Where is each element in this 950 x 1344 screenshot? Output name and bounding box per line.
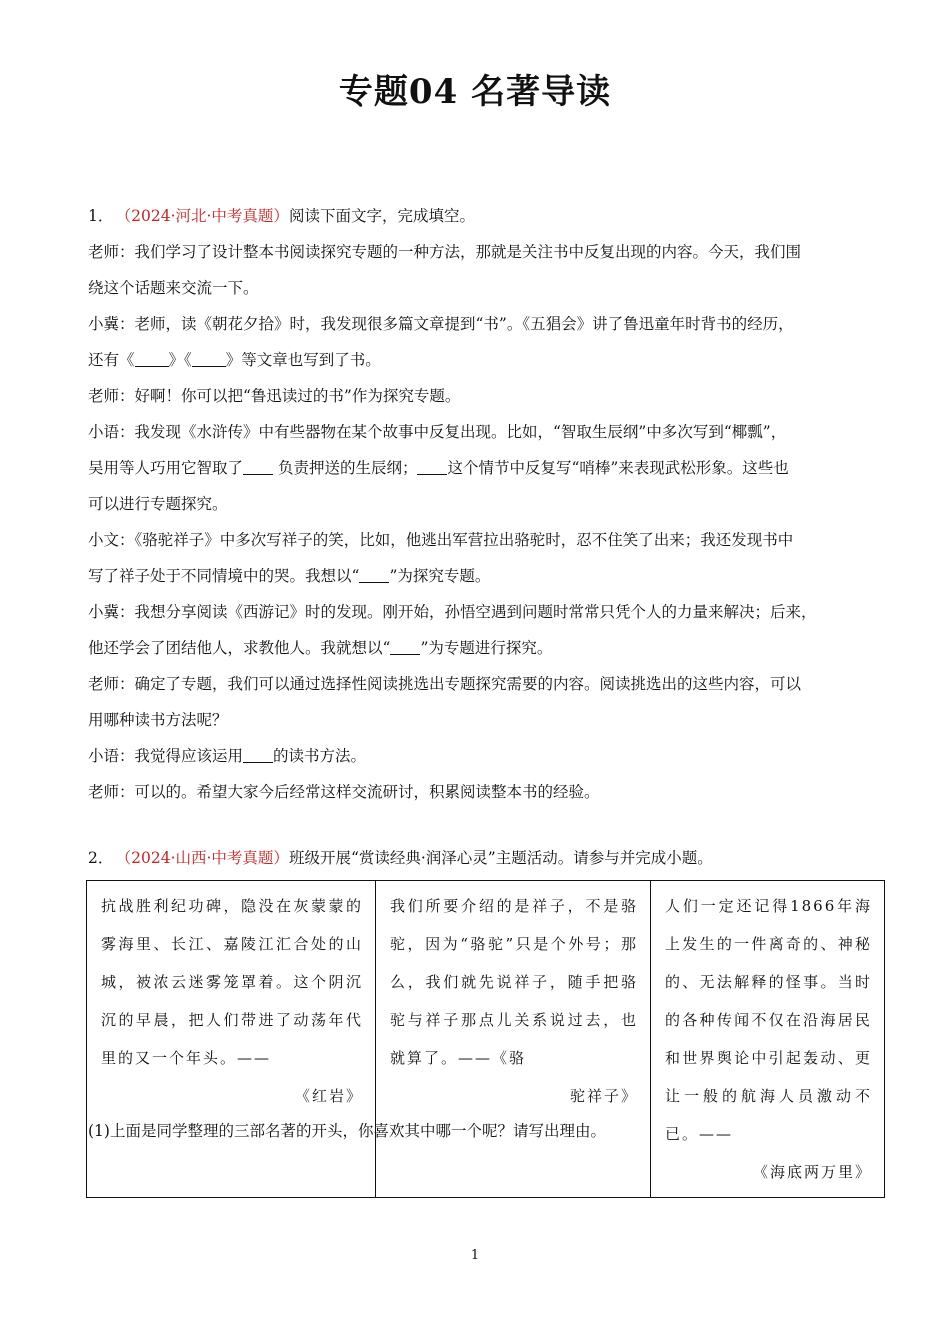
excerpt-text: 我们所要介绍的是祥子，不是骆驼，因为“骆驼”只是个外号；那么，我们就先说祥子，随手把骆驼与祥子那点儿关系说过去，也就算了。——《骆 [390, 897, 638, 1067]
dialogue-line: 小语：我发现《水浒传》中有些器物在某个故事中反复出现。比如，“智取生辰纲”中多次写到“椰瓢”， [88, 423, 787, 441]
question-number: 1． [88, 207, 114, 225]
dialogue-line: 小文：《骆驼祥子》中多次写祥子的笑，比如，他逃出军营拉出骆驼时，忍不住笑了出来；我还发现书中 [88, 531, 794, 549]
excerpt-book: 《海底两万里》 [752, 1163, 872, 1181]
text-segment: 》等文章也写到了书。 [225, 351, 381, 369]
fill-blank[interactable] [417, 456, 447, 475]
dialogue-line [88, 738, 868, 774]
text-segment: 这个情节中反复写“哨棒”来表现武松形象。这些也 [447, 459, 789, 477]
dialogue-line: 小冀：老师，读《朝花夕拾》时，我发现很多篇文章提到“书”。《五猖会》讲了鲁迅童年时背书的经历， [88, 315, 794, 333]
text-segment: ”为专题进行探究。 [420, 639, 553, 657]
question-source: （2024·河北·中考真题） [123, 207, 289, 225]
text-segment: 写了祥子处于不同情境中的哭。我想以“ [88, 567, 360, 585]
question-number: 2． [88, 849, 114, 867]
text-segment: 》《 [168, 351, 192, 369]
excerpts-table [86, 880, 885, 1198]
dialogue-line [88, 630, 868, 666]
excerpt-cell-hongyan [87, 881, 376, 1198]
dialogue-line [88, 558, 868, 594]
fill-blank[interactable] [359, 564, 389, 583]
excerpt-text: 人们一定还记得1866年海上发生的一件离奇的、神秘的、无法解释的怪事。当时的各种传闻不仅在沿海居民和世界舆论中引起轰动、更让一般的航海人员激动不已。—— [665, 897, 872, 1143]
dialogue-line: 用哪种读书方法呢？ [88, 711, 228, 729]
page-title: 专题04 名著导读 [338, 72, 612, 112]
dialogue-line [88, 342, 868, 378]
fill-blank[interactable] [243, 744, 273, 763]
text-segment: ”为探究专题。 [389, 567, 491, 585]
excerpt-book: 《红岩》 [294, 1087, 363, 1105]
fill-blank[interactable] [135, 348, 169, 367]
dialogue-line: 老师：可以的。希望大家今后经常这样交流研讨，积累阅读整本书的经验。 [88, 783, 600, 801]
dialogue-line: 老师：我们学习了设计整本书阅读探究专题的一种方法，那就是关注书中反复出现的内容。今天，我们围 [88, 243, 802, 261]
dialogue-line: 可以进行专题探究。 [88, 495, 228, 513]
fill-blank[interactable] [390, 636, 420, 655]
question-instruction: 班级开展“赏读经典·润泽心灵”主题活动。请参与并完成小题。 [288, 849, 713, 867]
text-segment: 小语：我觉得应该运用 [88, 747, 244, 765]
dialogue-line: 小冀：我想分享阅读《西游记》时的发现。刚开始，孙悟空遇到问题时常常只凭个人的力量来解决；后来， [88, 603, 817, 621]
question-instruction: 阅读下面文字，完成填空。 [288, 207, 475, 225]
excerpt-cell-haidiliangwanli [651, 881, 885, 1198]
question-source: （2024·山西·中考真题） [123, 849, 289, 867]
table-row [87, 881, 885, 1198]
text-segment: 还有《 [88, 351, 135, 369]
question-1 [88, 198, 868, 810]
question-1-header [88, 198, 868, 234]
dialogue-line: 绕这个话题来交流一下。 [88, 279, 259, 297]
question-2 [88, 840, 868, 876]
text-segment: 的读书方法。 [273, 747, 367, 765]
dialogue-line: 老师：好啊！你可以把“鲁迅读过的书”作为探究专题。 [88, 387, 461, 405]
excerpt-cell-luotuoxiangzi [376, 881, 651, 1198]
dialogue-line [88, 450, 868, 486]
text-segment: 吴用等人巧用它智取了 [88, 459, 244, 477]
excerpt-text: 抗战胜利纪功碑，隐没在灰蒙蒙的雾海里、长江、嘉陵江汇合处的山城，被浓云迷雾笼罩着。这个阴沉沉的早晨，把人们带进了动荡年代里的又一个年头。—— [101, 897, 363, 1067]
excerpt-book: 驼祥子》 [569, 1087, 638, 1105]
fill-blank[interactable] [243, 456, 273, 475]
question-2-header [88, 840, 868, 876]
dialogue-line: 老师：确定了专题，我们可以通过选择性阅读挑选出专题探究需要的内容。阅读挑选出的这些内容，可以 [88, 675, 802, 693]
page-number: 1 [470, 1248, 480, 1263]
sub-question-1: (1)上面是同学整理的三部名著的开头，你喜欢其中哪一个呢？请写出理由。 [88, 1122, 606, 1140]
text-segment: 他还学会了团结他人，求教他人。我就想以“ [88, 639, 391, 657]
fill-blank[interactable] [192, 348, 226, 367]
text-segment: 负责押送的生辰纲； [273, 459, 418, 477]
